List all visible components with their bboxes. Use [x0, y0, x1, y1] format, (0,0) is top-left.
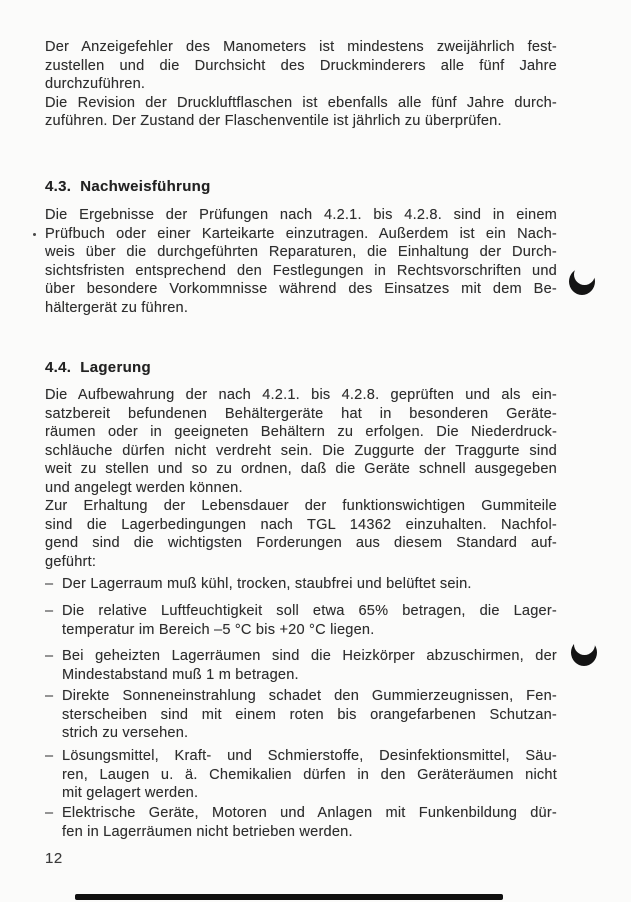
bullet-dash: – — [45, 688, 54, 704]
ink-blot-artifact — [571, 639, 597, 666]
list-item — [45, 804, 557, 841]
text-line: sichtsfristen entsprechend den Festlegungen in Rechtsvorschriften und — [45, 262, 557, 279]
list-item-text — [62, 602, 557, 639]
list-item-text — [62, 647, 557, 684]
text-line: temperatur im Bereich –5 °C bis +20 °C liegen. — [62, 621, 375, 638]
section-4-4-paragraph-2 — [45, 497, 557, 571]
list-item-text — [62, 687, 557, 743]
text-line: satzbereit befundenen Behältergeräte hat in besonderen Geräte- — [45, 405, 557, 422]
list-item-text — [62, 747, 557, 803]
section-4-3-paragraph — [45, 206, 557, 317]
section-title: Lagerung — [80, 359, 151, 376]
text-line: schläuche dürfen nicht verdreht sein. Die Zuggurte der Traggurte sind — [45, 442, 557, 459]
text-line: ren, Laugen u. ä. Chemikalien dürfen in den Geräteräumen nicht — [62, 766, 557, 783]
text-line: mit gelagert werden. — [62, 785, 199, 801]
section-heading-4-4 — [45, 358, 151, 377]
text-line: räumen oder in geeigneten Behältern zu erfolgen. Die Niederdruck- — [45, 424, 557, 440]
stray-dot-artifact — [33, 233, 36, 236]
list-item — [45, 687, 557, 743]
text-line: durchzuführen. — [45, 76, 146, 92]
text-line: hältergerät zu führen. — [45, 299, 189, 316]
text-line: sind die Lagerbedingungen nach TGL 14362 einzuhalten. Nachfol- — [45, 516, 557, 533]
text-line: Mindestabstand muß 1 m betragen. — [62, 666, 299, 683]
text-line: zustellen und die Durchsicht des Druckminderers alle fünf Jahre — [45, 57, 557, 74]
list-item — [45, 602, 557, 639]
text-line: Zur Erhaltung der Lebensdauer der funktionswichtigen Gummiteile — [45, 498, 557, 514]
text-line: weis über die durchgeführten Reparaturen, die Einhaltung der Durch- — [45, 244, 557, 260]
bullet-dash: – — [45, 805, 54, 821]
text-line: Der Lagerraum muß kühl, trocken, staubfrei und belüftet sein. — [62, 576, 472, 592]
list-item — [45, 575, 557, 594]
scan-edge-bar-artifact — [75, 894, 503, 900]
section-number: 4.4. — [45, 359, 72, 376]
text-line: Die relative Luftfeuchtigkeit soll etwa 65% betragen, die Lager- — [62, 603, 557, 619]
bullet-dash: – — [45, 603, 54, 619]
section-heading-4-3 — [45, 177, 211, 196]
text-line: Die Ergebnisse der Prüfungen nach 4.2.1. bis 4.2.8. sind in einem — [45, 207, 557, 223]
text-line: zuführen. Der Zustand der Flaschenventile ist jährlich zu überprüfen. — [45, 113, 502, 129]
text-line: über besondere Vorkommnisse während des Einsatzes mit dem Be- — [45, 281, 557, 297]
text-line: Die Revision der Druckluftflaschen ist ebenfalls alle fünf Jahre durch- — [45, 94, 557, 111]
section-title: Nachweisführung — [80, 178, 211, 195]
text-line: Bei geheizten Lagerräumen sind die Heizkörper abzuschirmen, der — [62, 648, 557, 664]
page-number: 12 — [45, 850, 63, 867]
text-line: Elektrische Geräte, Motoren und Anlagen mit Funkenbildung dür- — [62, 805, 557, 821]
ink-blot-artifact — [569, 268, 595, 295]
text-line: Der Anzeigefehler des Manometers ist mindestens zweijährlich fest- — [45, 39, 557, 55]
intro-paragraph-1 — [45, 38, 557, 94]
text-line: Lösungsmittel, Kraft- und Schmierstoffe, Desinfektionsmittel, Säu- — [62, 748, 557, 764]
text-line: fen in Lagerräumen nicht betrieben werden. — [62, 823, 353, 840]
text-line: weit zu stellen und so zu ordnen, daß die Geräte schnell ausgegeben — [45, 461, 557, 477]
text-line: geführt: — [45, 553, 97, 570]
text-line: Die Aufbewahrung der nach 4.2.1. bis 4.2.8. geprüften und als ein- — [45, 387, 557, 403]
text-line: Prüfbuch oder einer Karteikarte einzutragen. Außerdem ist ein Nach- — [45, 225, 557, 242]
intro-paragraph-2 — [45, 94, 557, 131]
text-line: und angelegt werden können. — [45, 479, 243, 496]
section-number: 4.3. — [45, 178, 72, 195]
section-4-4-paragraph-1 — [45, 386, 557, 497]
list-item — [45, 647, 557, 684]
text-line: Direkte Sonneneinstrahlung schadet den Gummierzeugnissen, Fen- — [62, 688, 557, 704]
text-line: sterscheiben sind mit einem roten bis orangefarbenen Schutzan- — [62, 706, 557, 723]
list-item-text — [62, 575, 557, 594]
list-item — [45, 747, 557, 803]
text-line: gend sind die wichtigsten Forderungen aus diesem Standard auf- — [45, 535, 557, 551]
bullet-dash: – — [45, 648, 54, 664]
list-item-text — [62, 804, 557, 841]
bullet-dash: – — [45, 748, 54, 764]
text-line: strich zu versehen. — [62, 725, 189, 741]
bullet-dash: – — [45, 576, 54, 592]
